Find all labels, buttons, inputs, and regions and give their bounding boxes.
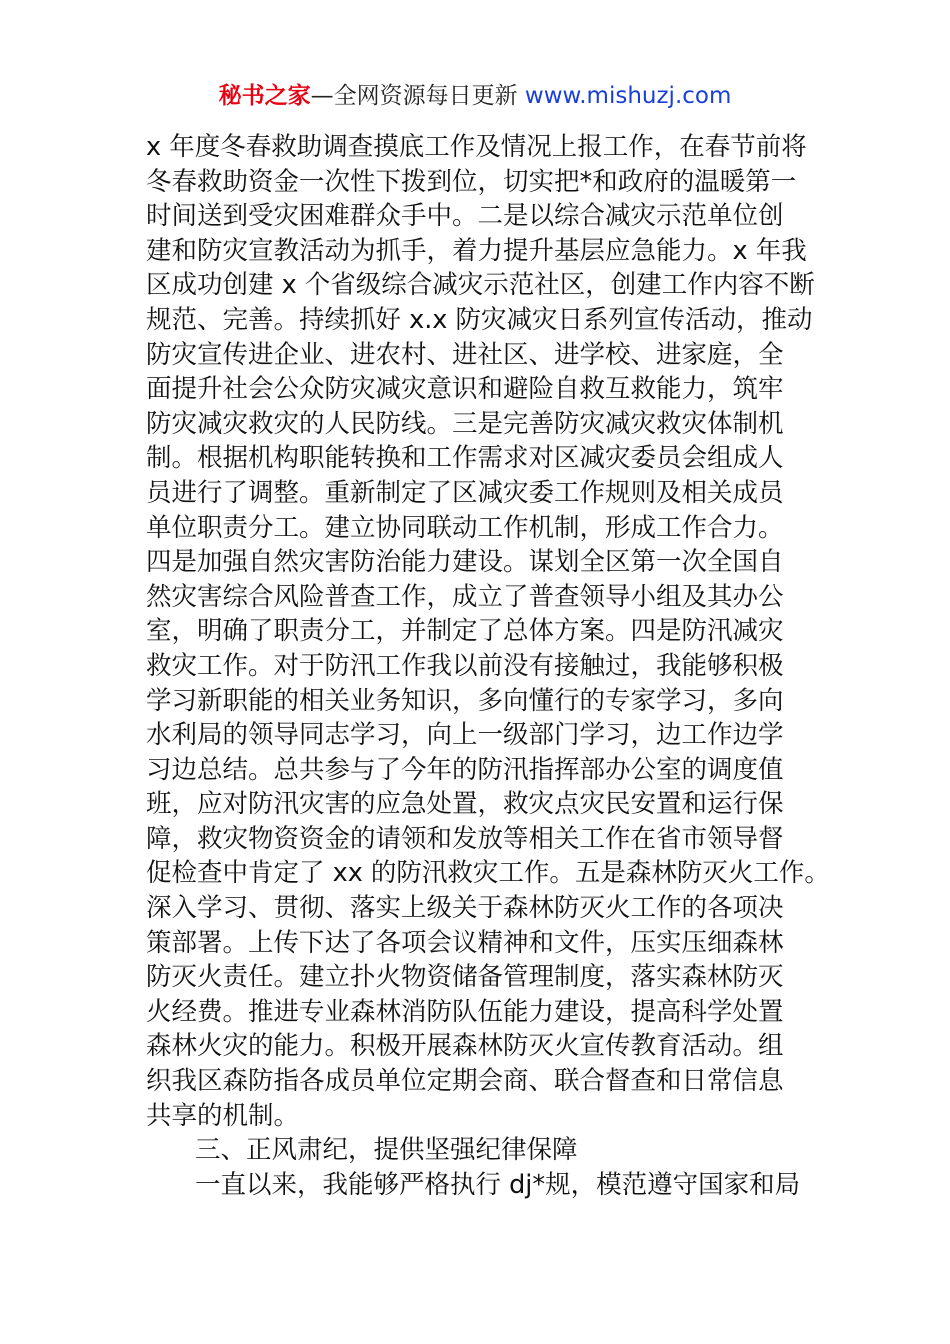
body-line: 单位职责分工。建立协同联动工作机制，形成工作合力。 <box>146 512 784 543</box>
body-line: 防灾宣传进企业、进农村、进社区、进学校、进家庭，全 <box>146 339 784 370</box>
body-line: 一直以来，我能够严格执行 dj*规，模范遵守国家和局 <box>195 1169 801 1200</box>
body-line: 面提升社会公众防灾减灾意识和避险自救互救能力，筑牢 <box>146 374 784 405</box>
body-line: 习边总结。总共参与了今年的防汛指挥部办公室的调度值 <box>146 754 784 785</box>
body-line: 学习新职能的相关业务知识，多向懂行的专家学习，多向 <box>146 685 784 716</box>
site-header <box>0 80 950 112</box>
document-body <box>146 130 830 1202</box>
body-line: 制。根据机构职能转换和工作需求对区减灾委员会组成人 <box>146 443 784 474</box>
body-line: 防灭火责任。建立扑火物资储备管理制度，落实森林防灭 <box>146 962 784 993</box>
body-line: 建和防灾宣教活动为抓手，着力提升基层应急能力。x 年我 <box>146 235 807 266</box>
site-brand: 秘书之家 <box>218 83 311 109</box>
body-line: 防灾减灾救灾的人民防线。三是完善防灾减灾救灾体制机 <box>146 408 784 439</box>
body-line: 员进行了调整。重新制定了区减灾委工作规则及相关成员 <box>146 477 784 508</box>
body-line: 时间送到受灾困难群众手中。二是以综合减灾示范单位创 <box>146 201 784 232</box>
section-heading: 三、正风肃纪，提供坚强纪律保障 <box>195 1135 578 1166</box>
body-line: 深入学习、贯彻、落实上级关于森林防灭火工作的各项决 <box>146 893 784 924</box>
body-line: 水利局的领导同志学习，向上一级部门学习，边工作边学 <box>146 720 784 751</box>
body-line: 室，明确了职责分工，并制定了总体方案。四是防汛减灾 <box>146 616 784 647</box>
body-line: 班，应对防汛灾害的应急处置，救灾点灾民安置和运行保 <box>146 789 784 820</box>
site-url-link[interactable]: www.mishuzj.com <box>524 83 732 109</box>
body-line: 织我区森防指各成员单位定期会商、联合督查和日常信息 <box>146 1066 784 1097</box>
body-line: 森林火灾的能力。积极开展森林防灭火宣传教育活动。组 <box>146 1031 784 1062</box>
body-line: 区成功创建 x 个省级综合减灾示范社区，创建工作内容不断 <box>146 270 815 301</box>
body-line: 规范、完善。持续抓好 x.x 防灾减灾日系列宣传活动，推动 <box>146 304 813 335</box>
body-line: 共享的机制。 <box>146 1100 300 1131</box>
body-line: 促检查中肯定了 xx 的防汛救灾工作。五是森林防灭火工作。 <box>146 858 830 889</box>
site-tagline: —全网资源每日更新 <box>310 83 518 109</box>
body-line: x 年度冬春救助调查摸底工作及情况上报工作，在春节前将 <box>146 132 807 162</box>
body-line: 四是加强自然灾害防治能力建设。谋划全区第一次全国自 <box>146 547 784 578</box>
body-line: 救灾工作。对于防汛工作我以前没有接触过，我能够积极 <box>146 650 784 681</box>
body-line: 火经费。推进专业森林消防队伍能力建设，提高科学处置 <box>146 996 784 1027</box>
body-line: 冬春救助资金一次性下拨到位，切实把*和政府的温暖第一 <box>146 166 797 197</box>
body-line: 障，救灾物资资金的请领和发放等相关工作在省市领导督 <box>146 823 784 854</box>
body-line: 然灾害综合风险普查工作，成立了普查领导小组及其办公 <box>146 581 784 612</box>
body-line: 策部署。上传下达了各项会议精神和文件，压实压细森林 <box>146 927 784 958</box>
